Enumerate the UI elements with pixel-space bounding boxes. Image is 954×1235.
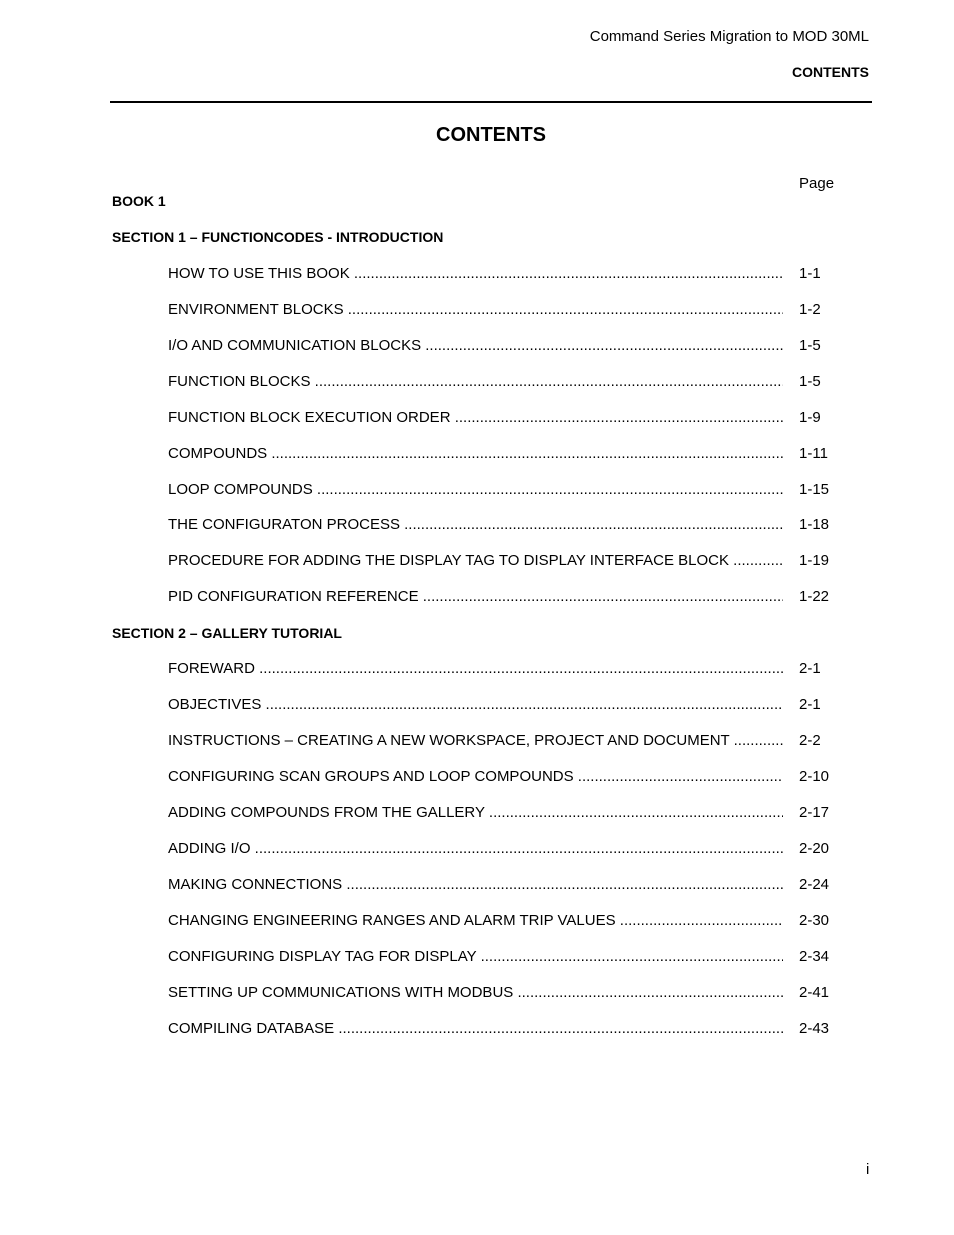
toc-entry[interactable] [168,911,832,931]
toc-entry-title: COMPILING DATABASE ..... [168,1019,783,1039]
toc-entry[interactable] [168,803,832,823]
toc-entry[interactable] [168,480,832,500]
toc-entry-title: FUNCTION BLOCKS ..... [168,372,783,392]
toc-entry-page: 1-22 [799,588,830,605]
toc-entry[interactable] [168,515,832,535]
toc-entry[interactable] [168,839,832,859]
section-heading-2: SECTION 2 – GALLERY TUTORIAL [112,625,342,641]
toc-entry-title: INSTRUCTIONS – CREATING A NEW WORKSPACE, PROJECT AND DOCUMENT ..... [168,731,783,751]
toc-entry-page: 1-5 [799,373,821,390]
toc-entry[interactable] [168,336,832,356]
toc-entry-page: 2-10 [799,768,830,785]
toc-entry-title: THE CONFIGURATON PROCESS ..... [168,515,783,535]
section-heading-1: SECTION 1 – FUNCTIONCODES - INTRODUCTION [112,229,444,245]
page-title: CONTENTS [436,124,546,146]
toc-entry-page: 2-17 [799,804,830,821]
toc-entry-title: MAKING CONNECTIONS ..... [168,875,783,895]
toc-entry-page: 1-1 [799,265,821,282]
toc-entry[interactable] [168,659,832,679]
toc-entry-title: PID CONFIGURATION REFERENCE ..... [168,587,783,607]
toc-entry[interactable] [168,264,832,284]
toc-entry-title: ENVIRONMENT BLOCKS ..... [168,300,783,320]
toc-entry[interactable] [168,875,832,895]
page-number: i [866,1161,870,1178]
toc-entry-title: FOREWARD ..... [168,659,783,679]
toc-entry[interactable] [168,372,832,392]
toc-entry[interactable] [168,767,832,787]
toc-entry[interactable] [168,1019,832,1039]
toc-entry-title: LOOP COMPOUNDS ..... [168,480,783,500]
toc-entry[interactable] [168,947,832,967]
toc-entry[interactable] [168,983,832,1003]
running-header-title: Command Series Migration to MOD 30ML [589,28,869,45]
toc-entry-title: OBJECTIVES ..... [168,695,783,715]
toc-entry-title: ADDING COMPOUNDS FROM THE GALLERY ..... [168,803,783,823]
toc-entry-page: 2-1 [799,660,821,677]
toc-entry-title: CONFIGURING DISPLAY TAG FOR DISPLAY ..... [168,947,783,967]
toc-entry-title: CONFIGURING SCAN GROUPS AND LOOP COMPOUNDS ..... [168,767,783,787]
toc-entry-title: I/O AND COMMUNICATION BLOCKS ..... [168,336,783,356]
toc-entry-page: 2-20 [799,840,830,857]
toc-entry-page: 2-34 [799,948,830,965]
toc-entry-page: 1-11 [799,445,828,462]
toc-entry-title: FUNCTION BLOCK EXECUTION ORDER ..... [168,408,783,428]
toc-entry-page: 1-15 [799,481,830,498]
toc-entry-page: 1-18 [799,516,830,533]
book-label: BOOK 1 [112,193,166,209]
toc-entry-title: HOW TO USE THIS BOOK ..... [168,264,783,284]
toc-entry[interactable] [168,587,832,607]
toc-entry-page: 2-1 [799,696,821,713]
toc-entry-title: SETTING UP COMMUNICATIONS WITH MODBUS ..... [168,983,783,1003]
toc-entry-page: 1-2 [799,301,821,318]
toc-entry[interactable] [168,300,832,320]
toc-entry-page: 2-30 [799,912,830,929]
toc-entry[interactable] [168,444,832,464]
header-rule [110,101,872,103]
toc-entry-page: 2-43 [799,1020,830,1037]
toc-entry-page: 1-5 [799,337,821,354]
toc-entry-page: 1-19 [799,552,830,569]
toc-entry-page: 2-24 [799,876,830,893]
toc-entry-title: COMPOUNDS ..... [168,444,783,464]
toc-entry-title: ADDING I/O ..... [168,839,783,859]
toc-entry[interactable] [168,695,832,715]
toc-entry-title: PROCEDURE FOR ADDING THE DISPLAY TAG TO DISPLAY INTERFACE BLOCK ..... [168,551,783,571]
running-header-section: CONTENTS [792,64,869,80]
page-column-label: Page [799,175,835,192]
toc-entry-title: CHANGING ENGINEERING RANGES AND ALARM TRIP VALUES ..... [168,911,783,931]
toc-entry[interactable] [168,551,832,571]
toc-entry[interactable] [168,408,832,428]
toc-entry-page: 1-9 [799,409,821,426]
toc-entry-page: 2-2 [799,732,821,749]
toc-entry-page: 2-41 [799,984,830,1001]
toc-entry[interactable] [168,731,832,751]
